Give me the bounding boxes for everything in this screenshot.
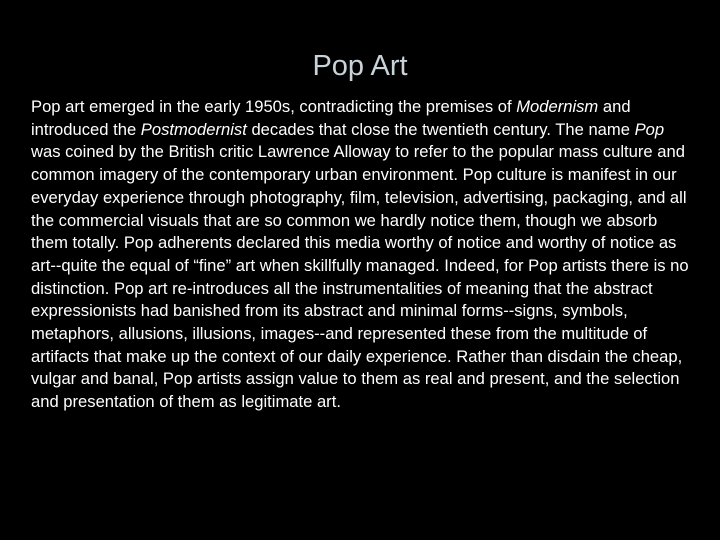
body-text-emphasis-pop: Pop <box>634 119 665 139</box>
body-text-emphasis-postmodernist: Postmodernist <box>140 119 247 139</box>
body-text-part: and introduced the <box>31 97 631 139</box>
body-text-part: was coined by the British critic Lawrence Alloway to refer to the popular mass culture and common imagery of the contemporary urban environment. Pop culture is manifest in our everyday experience through photography, film, television, advertising, packaging, and all the commercial visuals that are so common we hardly notice them, though we absorb them totally. Pop adherents declared this media worthy of notice and worthy of notice as art--quite the equal of “fine” art when skillfully managed. Indeed, for Pop artists there is no distinction. Pop art re-introduces all the instrumentalities of meaning that the abstract expressionists had banished from its abstract and minimal forms--signs, symbols, metaphors, allusions, illusions, images--and represented these from the multitude of artifacts that make up the context of our daily experience. Rather than disdain the cheap, vulgar and banal, Pop artists assign value to them as real and present, and the selection and presentation of them as legitimate art. <box>31 142 689 412</box>
slide-body-text <box>31 96 691 414</box>
body-text-part: decades that close the twentieth century. The name <box>246 119 635 139</box>
slide-title: Pop Art <box>312 50 408 82</box>
body-text-emphasis-modernism: Modernism <box>516 97 599 116</box>
body-text-part: Pop art emerged in the early 1950s, contradicting the premises of <box>31 97 517 116</box>
